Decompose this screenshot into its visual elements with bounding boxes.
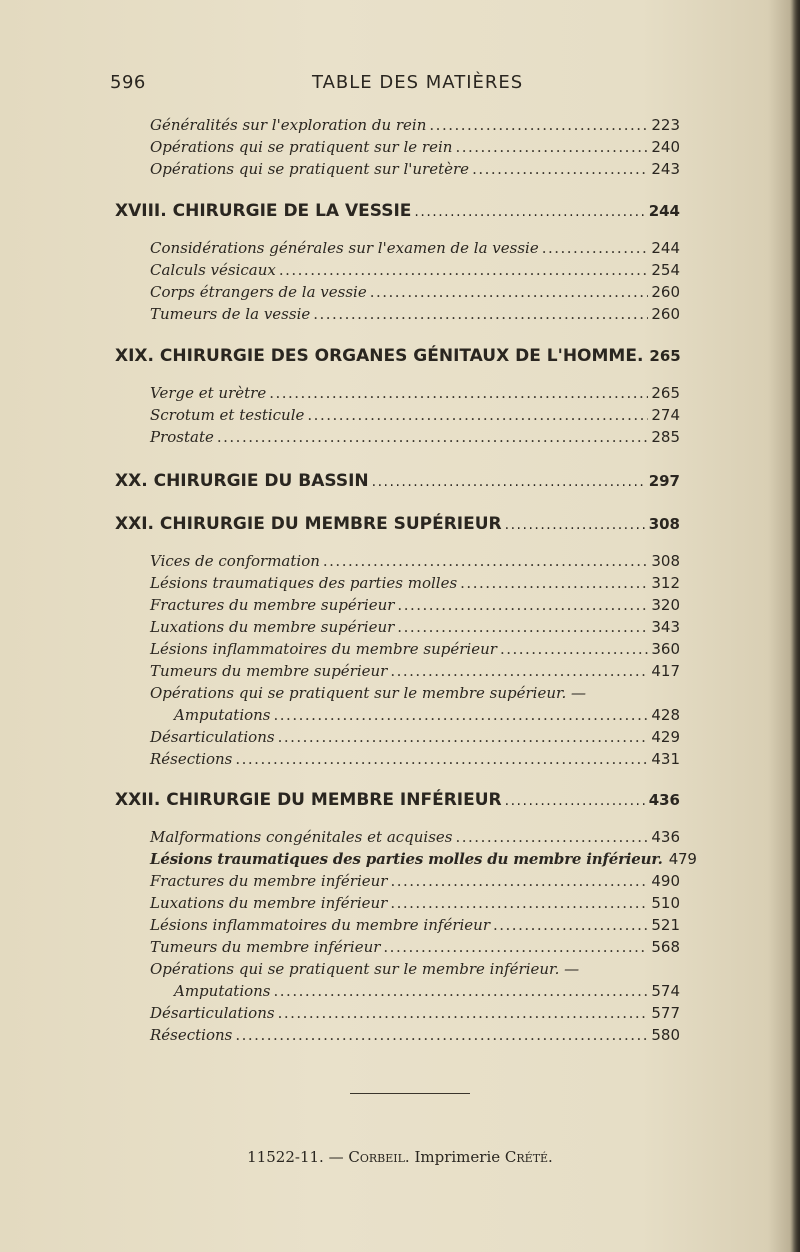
toc-entry bbox=[150, 239, 680, 261]
chapter-page: 265 bbox=[649, 347, 681, 365]
toc-entry-page: 417 bbox=[651, 662, 680, 680]
chapter-heading bbox=[115, 201, 680, 225]
leader-dots bbox=[397, 618, 648, 636]
toc-entry-page: 223 bbox=[651, 116, 680, 134]
toc-entry-label: Désarticulations bbox=[150, 728, 275, 746]
leader-dots bbox=[278, 728, 649, 746]
chapter-page: 244 bbox=[648, 202, 680, 220]
toc-entry bbox=[150, 1004, 680, 1026]
running-title: TABLE DES MATIÈRES bbox=[312, 72, 524, 93]
leader-dots bbox=[455, 138, 648, 156]
toc-entry-page: 240 bbox=[651, 138, 680, 156]
toc-entry-page: 521 bbox=[651, 916, 680, 934]
leader-dots bbox=[307, 406, 648, 424]
leader-dots bbox=[313, 305, 648, 323]
toc-entry bbox=[150, 618, 680, 640]
toc-entry-page: 479 bbox=[668, 850, 697, 868]
leader-dots bbox=[505, 793, 646, 809]
toc-entry-label: Généralités sur l'exploration du rein bbox=[150, 116, 427, 134]
leader-dots bbox=[493, 916, 648, 934]
leader-dots bbox=[390, 662, 648, 680]
imprint-printer: Imprimerie bbox=[414, 1148, 501, 1166]
chapter-page: 297 bbox=[648, 472, 680, 490]
leader-dots bbox=[269, 384, 648, 402]
toc-entry bbox=[150, 662, 680, 684]
leader-dots bbox=[279, 261, 649, 279]
toc-entry-label: Désarticulations bbox=[150, 1004, 275, 1022]
imprint-city: Corbeil. bbox=[348, 1148, 410, 1166]
page-number: 596 bbox=[110, 72, 146, 93]
toc-entry-page: 490 bbox=[651, 872, 680, 890]
toc-entry-page: 274 bbox=[651, 406, 680, 424]
toc-entry-page: 308 bbox=[651, 552, 680, 570]
toc-entry bbox=[150, 750, 680, 772]
leader-dots bbox=[460, 574, 648, 592]
toc-entry-label: Tumeurs de la vessie bbox=[150, 305, 311, 323]
toc-entry-page: 577 bbox=[651, 1004, 680, 1022]
toc-entry-label: Vices de conformation bbox=[150, 552, 320, 570]
closing-rule bbox=[350, 1093, 470, 1094]
toc-entry-page: 343 bbox=[651, 618, 680, 636]
toc-entry-label: Opérations qui se pratiquent sur l'uretère bbox=[150, 160, 470, 178]
toc-entry-page: 510 bbox=[651, 894, 680, 912]
chapter-title: XXI. CHIRURGIE DU MEMBRE SUPÉRIEUR bbox=[115, 514, 502, 534]
toc-entry bbox=[150, 261, 680, 283]
toc-entry bbox=[150, 828, 680, 850]
leader-dots bbox=[390, 894, 648, 912]
toc-entry-label: Amputations bbox=[174, 706, 271, 724]
toc-entry bbox=[150, 728, 680, 750]
leader-dots bbox=[429, 116, 648, 134]
toc-entry-label: Fractures du membre supérieur bbox=[150, 596, 395, 614]
toc-entry-label: Corps étrangers de la vessie bbox=[150, 283, 367, 301]
leader-dots bbox=[235, 750, 648, 768]
chapter-title: XX. CHIRURGIE DU BASSIN bbox=[115, 471, 369, 491]
leader-dots bbox=[472, 160, 648, 178]
chapter-title: XIX. CHIRURGIE DES ORGANES GÉNITAUX DE L'HOMME. bbox=[115, 346, 644, 366]
leader-dots bbox=[505, 517, 646, 533]
toc-entry-label: Résections bbox=[150, 1026, 233, 1044]
toc-entry bbox=[150, 916, 680, 938]
chapter-title: XVIII. CHIRURGIE DE LA VESSIE bbox=[115, 201, 412, 221]
toc-entry-label: Lésions traumatiques des parties molles du membre inférieur. bbox=[150, 850, 663, 868]
chapter-title: XXII. CHIRURGIE DU MEMBRE INFÉRIEUR bbox=[115, 790, 502, 810]
leader-dots bbox=[456, 828, 649, 846]
toc-entry-label: Résections bbox=[150, 750, 233, 768]
toc-entry bbox=[150, 872, 680, 894]
toc-entry-label: Opérations qui se pratiquent sur le rein bbox=[150, 138, 453, 156]
leader-dots bbox=[217, 428, 648, 446]
toc-entry-label: Fractures du membre inférieur bbox=[150, 872, 388, 890]
chapter-heading bbox=[115, 346, 680, 370]
toc-entry bbox=[150, 406, 680, 428]
toc-entry bbox=[150, 938, 680, 960]
toc-operations-heading: Opérations qui se pratiquent sur le membre inférieur. — bbox=[150, 960, 580, 978]
toc-entry-label: Calculs vésicaux bbox=[150, 261, 276, 279]
imprint-code: 11522-11. bbox=[247, 1148, 324, 1166]
leader-dots bbox=[323, 552, 648, 570]
toc-entry-page: 260 bbox=[651, 305, 680, 323]
leader-dots bbox=[542, 239, 649, 257]
toc-entry-page: 243 bbox=[651, 160, 680, 178]
toc-entry-page: 312 bbox=[651, 574, 680, 592]
toc-entry-page: 429 bbox=[651, 728, 680, 746]
toc-entry bbox=[150, 640, 680, 662]
toc-entry-label: Luxations du membre supérieur bbox=[150, 618, 395, 636]
toc-entry-page: 428 bbox=[651, 706, 680, 724]
leader-dots bbox=[390, 872, 648, 890]
toc-entry bbox=[150, 384, 680, 406]
toc-entry-page: 260 bbox=[651, 283, 680, 301]
leader-dots bbox=[274, 706, 649, 724]
toc-entry-label: Lésions inflammatoires du membre inférieur bbox=[150, 916, 490, 934]
page-edge-shadow bbox=[790, 0, 800, 1252]
leader-dots bbox=[397, 596, 648, 614]
leader-dots bbox=[235, 1026, 648, 1044]
toc-entry-page: 360 bbox=[651, 640, 680, 658]
leader-dots bbox=[500, 640, 648, 658]
leader-dots bbox=[383, 938, 648, 956]
toc-entry-label: Considérations générales sur l'examen de la vessie bbox=[150, 239, 539, 257]
toc-entry bbox=[150, 1026, 680, 1048]
toc-entry-label: Lésions traumatiques des parties molles bbox=[150, 574, 458, 592]
toc-entry-label: Scrotum et testicule bbox=[150, 406, 305, 424]
chapter-heading bbox=[115, 790, 680, 814]
leader-dots bbox=[278, 1004, 649, 1022]
leader-dots bbox=[274, 982, 649, 1000]
toc-entry-page: 568 bbox=[651, 938, 680, 956]
toc-entry bbox=[174, 982, 680, 1004]
toc-entry bbox=[150, 552, 680, 574]
imprint-name: Crété. bbox=[504, 1148, 553, 1166]
toc-entry-page: 431 bbox=[651, 750, 680, 768]
imprint-dash: — bbox=[328, 1148, 344, 1166]
page-header bbox=[110, 72, 680, 100]
leader-dots bbox=[370, 283, 649, 301]
toc-entry-label: Tumeurs du membre supérieur bbox=[150, 662, 388, 680]
printer-imprint bbox=[0, 1148, 800, 1166]
toc-entry bbox=[150, 160, 680, 182]
toc-entry bbox=[150, 596, 680, 618]
chapter-page: 308 bbox=[648, 515, 680, 533]
toc-entry bbox=[150, 850, 697, 872]
toc-entry-page: 244 bbox=[651, 239, 680, 257]
toc-entry bbox=[150, 574, 680, 596]
toc-entry-label: Amputations bbox=[174, 982, 271, 1000]
chapter-page: 436 bbox=[648, 791, 680, 809]
toc-entry bbox=[150, 428, 680, 450]
toc-entry-page: 265 bbox=[651, 384, 680, 402]
toc-entry-label: Luxations du membre inférieur bbox=[150, 894, 388, 912]
toc-entry bbox=[150, 116, 680, 138]
toc-entry-page: 574 bbox=[651, 982, 680, 1000]
toc-entry-label: Prostate bbox=[150, 428, 214, 446]
toc-entry bbox=[174, 706, 680, 728]
toc-entry-label: Tumeurs du membre inférieur bbox=[150, 938, 381, 956]
leader-dots bbox=[414, 204, 645, 220]
toc-entry bbox=[150, 305, 680, 327]
toc-entry-label: Verge et urètre bbox=[150, 384, 267, 402]
toc-entry-page: 285 bbox=[651, 428, 680, 446]
chapter-heading bbox=[115, 471, 680, 495]
chapter-heading bbox=[115, 514, 680, 538]
toc-entry-label: Lésions inflammatoires du membre supérieur bbox=[150, 640, 497, 658]
toc-operations-heading: Opérations qui se pratiquent sur le membre supérieur. — bbox=[150, 684, 587, 702]
leader-dots bbox=[372, 474, 646, 490]
toc-entry bbox=[150, 138, 680, 160]
toc-entry-label: Malformations congénitales et acquises bbox=[150, 828, 453, 846]
toc-entry bbox=[150, 283, 680, 305]
toc-entry bbox=[150, 894, 680, 916]
toc-entry-page: 320 bbox=[651, 596, 680, 614]
toc-entry-page: 580 bbox=[651, 1026, 680, 1044]
toc-entry-page: 254 bbox=[651, 261, 680, 279]
toc-entry-page: 436 bbox=[651, 828, 680, 846]
